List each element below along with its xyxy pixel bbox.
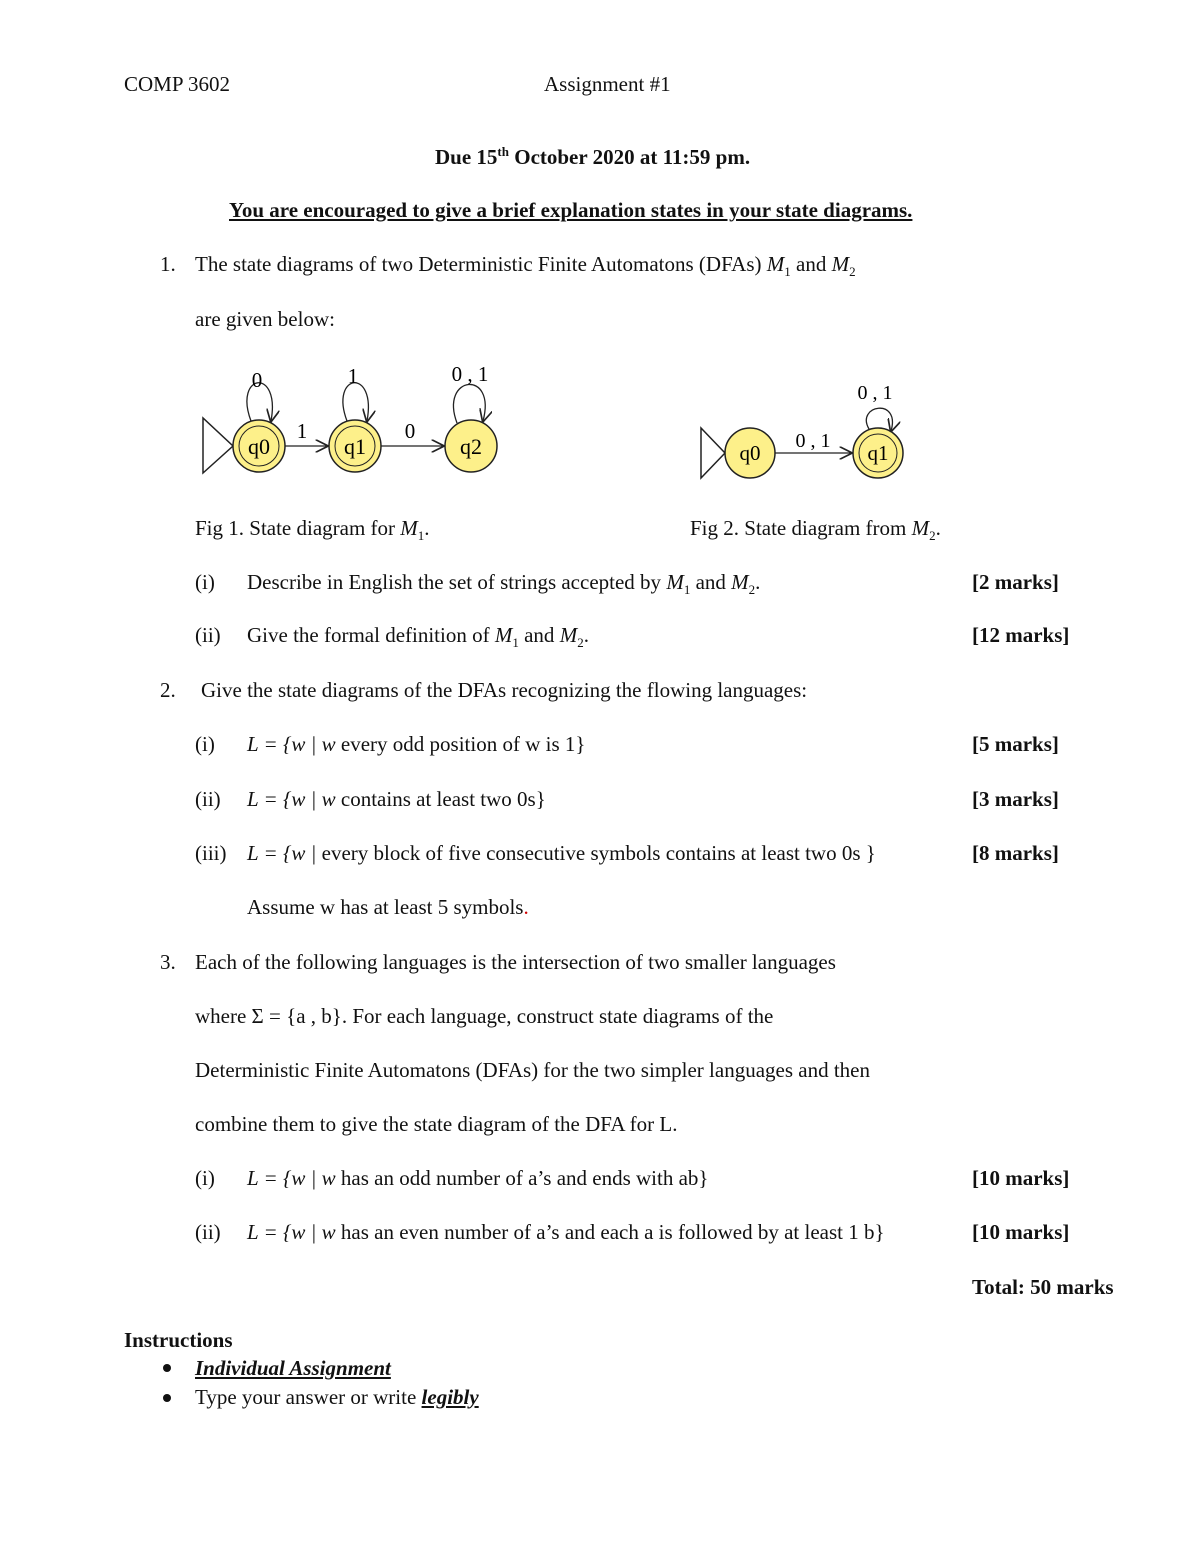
bullet-icon <box>163 1364 171 1372</box>
q3-part-i-marks: [10 marks] <box>972 1166 1070 1190</box>
loop-q2 <box>454 384 486 423</box>
q1-part-ii-label: (ii) <box>195 623 221 647</box>
edge-q0-q1-label: 0 , 1 <box>795 430 831 452</box>
encourage-note: You are encouraged to give a brief explanation states in your state diagrams. <box>229 198 913 222</box>
instructions-heading: Instructions <box>124 1328 233 1352</box>
state-q0-label: q0 <box>739 441 761 465</box>
q1-part-i-marks: [2 marks] <box>972 570 1059 594</box>
edge-q0-q1-label: 1 <box>296 419 308 443</box>
dfa-m2-diagram <box>695 375 915 485</box>
instruction-item-2: Type your answer or write legibly <box>195 1385 479 1409</box>
q2-part-i-marks: [5 marks] <box>972 732 1059 756</box>
loop-q2-label: 0 , 1 <box>451 362 489 386</box>
q2-part-iii-text: L = {w | every block of five consecutive symbols contains at least two 0s } <box>247 841 876 865</box>
q3-part-ii-text: L = {w | w has an even number of a’s and each a is followed by at least 1 b} <box>247 1220 885 1244</box>
q2-part-ii-marks: [3 marks] <box>972 787 1059 811</box>
q2-part-ii-label: (ii) <box>195 787 221 811</box>
state-q0 <box>233 420 285 472</box>
q1-part-ii-marks: [12 marks] <box>972 623 1070 647</box>
state-q2-label: q2 <box>460 434 482 459</box>
dfa-m1-diagram <box>195 355 515 485</box>
q1-number: 1. <box>160 252 176 276</box>
instruction-item-1: Individual Assignment <box>195 1356 391 1380</box>
q3-line3: Deterministic Finite Automatons (DFAs) for the two simpler languages and then <box>195 1058 870 1082</box>
state-q0 <box>725 428 775 478</box>
state-q0-label: q0 <box>248 434 270 459</box>
q2-part-i-text: L = {w | w every odd position of w is 1} <box>247 732 586 756</box>
q2-part-i-label: (i) <box>195 732 215 756</box>
q2-part-iii-marks: [8 marks] <box>972 841 1059 865</box>
q1-line1: The state diagrams of two Deterministic Finite Automatons (DFAs) $M_1$ and $M_2$ <box>195 252 856 280</box>
state-q1 <box>329 420 381 472</box>
loop-q1-label: 0 , 1 <box>857 382 893 404</box>
q3-part-i-text: L = {w | w has an odd number of a’s and ends with ab} <box>247 1166 709 1190</box>
q1-part-i-label: (i) <box>195 570 215 594</box>
course-code: COMP 3602 <box>124 72 230 96</box>
q1-line2: are given below: <box>195 307 335 331</box>
loop-q1-label: 1 <box>347 364 359 388</box>
q3-part-ii-marks: [10 marks] <box>972 1220 1070 1244</box>
q2-part-iii-label: (iii) <box>195 841 227 865</box>
fig1-caption: Fig 1. State diagram for $M_1$. <box>195 516 430 544</box>
state-q2 <box>445 420 497 472</box>
fig2-caption: Fig 2. State diagram from $M_2$. <box>690 516 941 544</box>
q1-part-ii-text: Give the formal definition of $M_1$ and $M_2$. <box>247 623 589 651</box>
loop-q0-label: 0 <box>251 368 263 392</box>
bullet-icon <box>163 1394 171 1402</box>
q3-line2: where Σ = {a , b}. For each language, construct state diagrams of the <box>195 1004 774 1028</box>
edge-q1-q2-label: 0 <box>404 419 416 443</box>
state-q1-label: q1 <box>344 434 366 459</box>
q2-part-ii-text: L = {w | w contains at least two 0s} <box>247 787 546 811</box>
state-q1 <box>853 428 903 478</box>
q3-line1: Each of the following languages is the intersection of two smaller languages <box>195 950 836 974</box>
state-q1-label: q1 <box>867 441 889 465</box>
q2-intro: Give the state diagrams of the DFAs recognizing the flowing languages: <box>201 678 808 702</box>
q2-assume: Assume w has at least 5 symbols. <box>247 895 529 919</box>
total-marks: Total: 50 marks <box>972 1275 1114 1299</box>
q3-part-ii-label: (ii) <box>195 1220 221 1244</box>
start-arrow-icon <box>701 428 725 478</box>
q2-number: 2. <box>160 678 176 702</box>
loop-q1 <box>343 383 368 421</box>
q3-number: 3. <box>160 950 176 974</box>
due-date: Due 15th October 2020 at 11:59 pm. <box>435 144 751 169</box>
q3-line4: combine them to give the state diagram of the DFA for L. <box>195 1112 678 1136</box>
assignment-title: Assignment #1 <box>544 72 671 96</box>
start-arrow-icon <box>203 418 233 473</box>
q1-part-i-text: Describe in English the set of strings accepted by $M_1$ and $M_2$. <box>247 570 761 598</box>
q3-part-i-label: (i) <box>195 1166 215 1190</box>
